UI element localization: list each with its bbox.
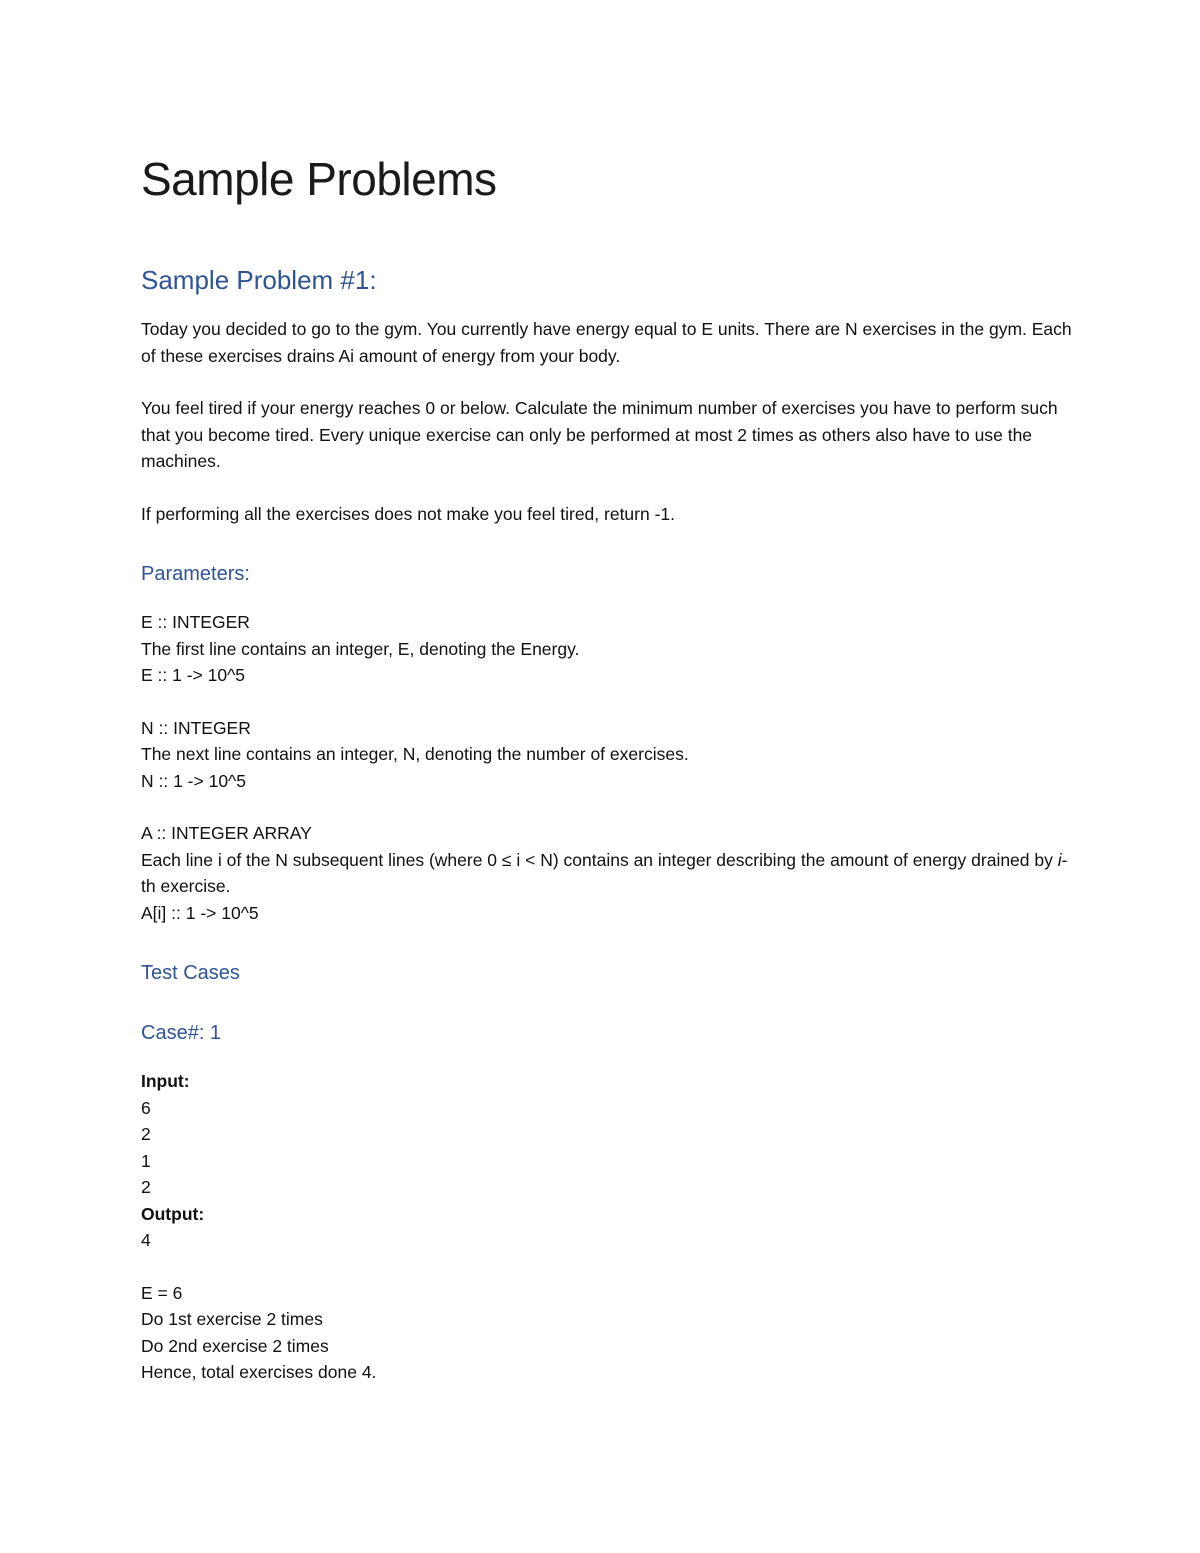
parameter-description-part1: Each line i of the N subsequent lines (where 0 ≤ i < N) contains an integer describing the amount of energy drained by [141,849,1058,870]
problem-paragraph-2: You feel tired if your energy reaches 0 or below. Calculate the minimum number of exercises you have to perform such that you become tired. Every unique exercise can only be performed at most 2 times as others also have to use the machines. [141,398,1058,471]
problem-paragraph-1: Today you decided to go to the gym. You currently have energy equal to E units. There are N exercises in the gym. Each of these exercises drains Ai amount of energy from your body. [141,319,1072,366]
output-value: 4 [141,1230,151,1250]
parameter-name: A :: INTEGER ARRAY [141,823,312,843]
output-label: Output: [141,1203,205,1224]
problem-paragraph-3: If performing all the exercises does not make you feel tired, return -1. [141,503,676,524]
input-value: 1 [141,1150,151,1171]
input-value: 2 [141,1177,151,1197]
test-case-block [141,1068,1081,1254]
explanation-line: Do 1st exercise 2 times [141,1309,323,1329]
parameter-description-part2: -th exercise. [141,849,1068,896]
page-title: Sample Problems [141,153,497,205]
parameter-range: A[i] :: 1 -> 10^5 [141,902,259,923]
explanation-line: Do 2nd exercise 2 times [141,1335,329,1356]
document-page [141,150,1081,1386]
parameter-description: The next line contains an integer, N, denoting the number of exercises. [141,744,689,764]
problem-heading: Sample Problem #1: [141,265,377,295]
parameter-range: N :: 1 -> 10^5 [141,770,246,791]
parameter-block-n [141,715,1081,795]
case-heading: Case#: 1 [141,1022,222,1044]
parameters-heading: Parameters: [141,563,250,585]
input-value: 6 [141,1097,151,1118]
parameter-description: The first line contains an integer, E, denoting the Energy. [141,638,580,659]
parameter-range: E :: 1 -> 10^5 [141,665,246,685]
parameter-block-a [141,820,1081,926]
parameter-name: E :: INTEGER [141,612,250,632]
parameter-description [141,847,1081,900]
input-value: 2 [141,1124,151,1144]
parameter-description-italic: i [1057,849,1062,870]
explanation-block [141,1280,1081,1386]
explanation-line: E = 6 [141,1282,183,1303]
test-cases-heading: Test Cases [141,962,240,984]
input-label: Input: [141,1071,190,1091]
parameter-block-e [141,609,1081,689]
parameter-name: N :: INTEGER [141,717,251,738]
explanation-line: Hence, total exercises done 4. [141,1362,377,1382]
